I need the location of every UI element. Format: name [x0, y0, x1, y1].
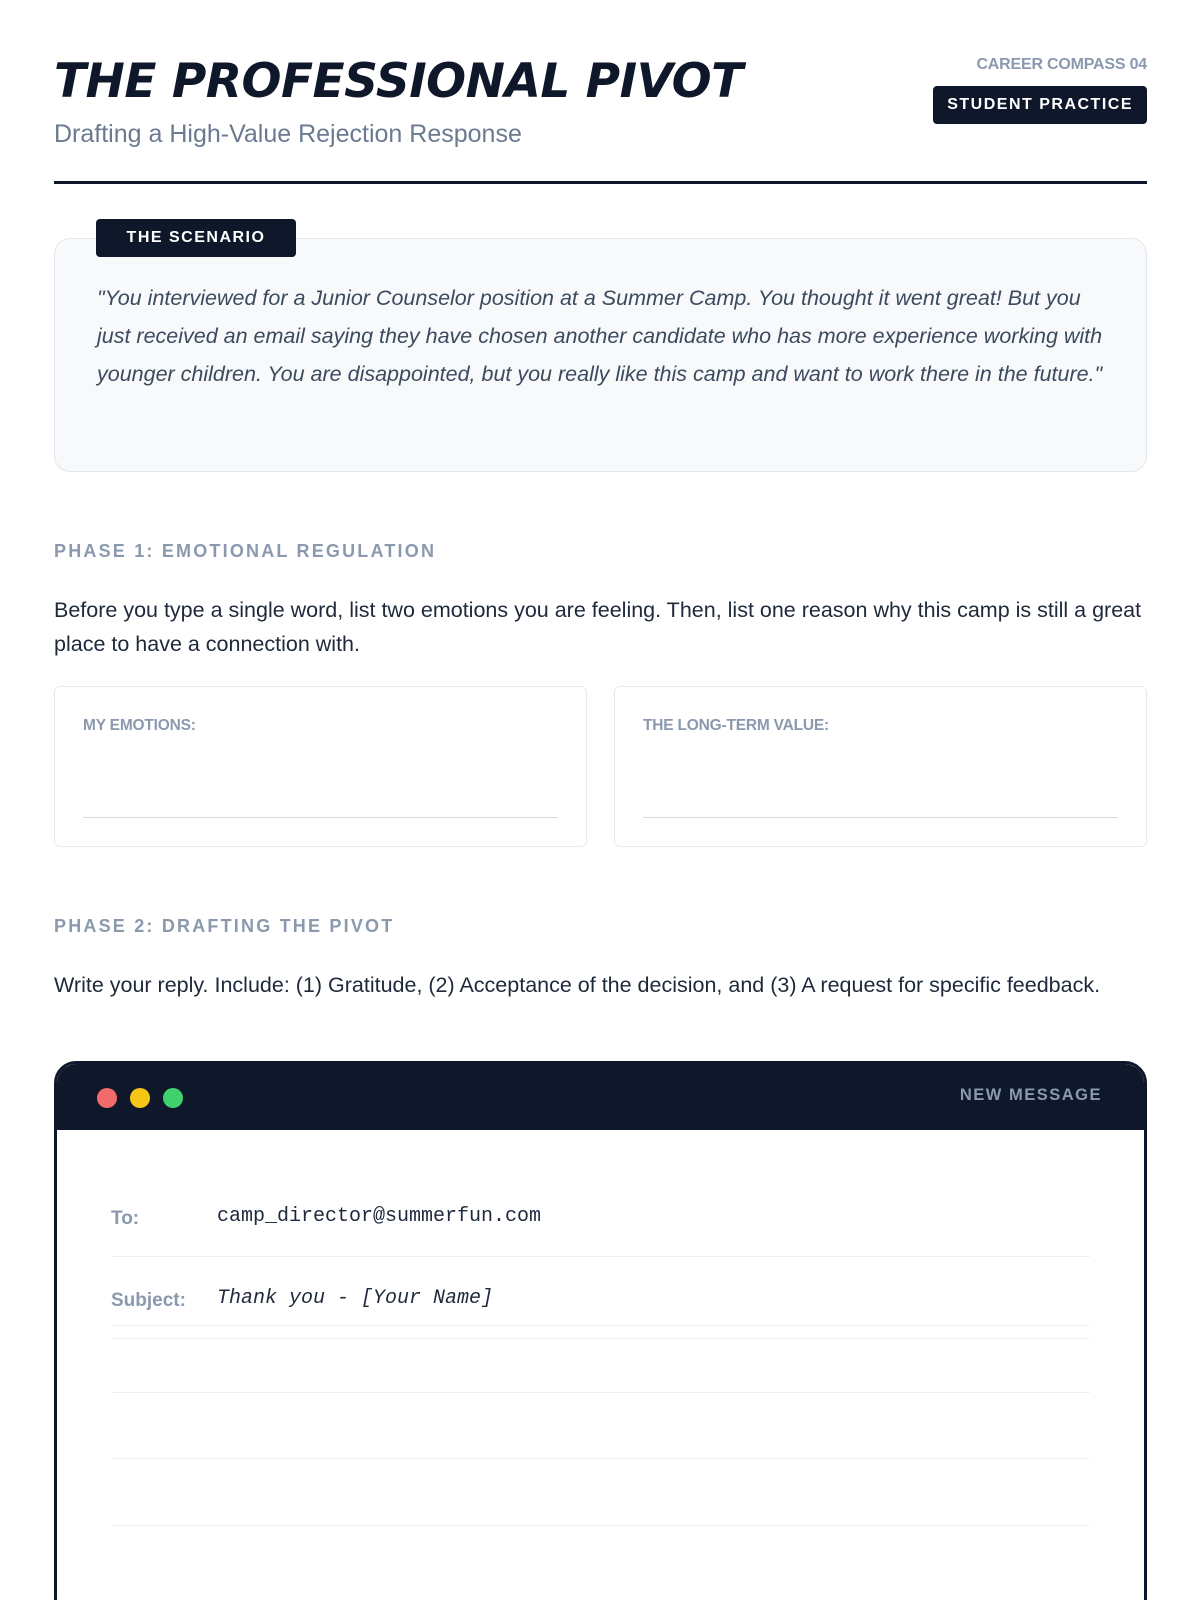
body-line[interactable] — [111, 1392, 1090, 1393]
page-subtitle: Drafting a High-Value Rejection Response — [54, 120, 522, 148]
scenario-tag: THE SCENARIO — [96, 219, 296, 257]
page-title: THE PROFESSIONAL PIVOT — [54, 54, 743, 109]
body-line[interactable] — [111, 1325, 1090, 1326]
to-field[interactable]: camp_director@summerfun.com — [217, 1205, 542, 1228]
maximize-dot-icon[interactable] — [163, 1088, 183, 1108]
phase1-label: PHASE 1: EMOTIONAL REGULATION — [54, 541, 437, 561]
scenario-card — [54, 238, 1147, 472]
scenario-text: "You interviewed for a Junior Counselor position at a Summer Camp. You thought it went great! But you just received an email saying they have chosen another candidate who has more experience working with younger children. You are disappointed, but you really like this camp and want to work there in the future." — [97, 286, 1103, 386]
email-composer — [54, 1061, 1147, 1600]
student-practice-badge: STUDENT PRACTICE — [933, 86, 1147, 124]
series-label: CAREER COMPASS 04 — [976, 56, 1147, 73]
page-header — [54, 54, 1147, 184]
field-label: THE LONG-TERM VALUE: — [643, 717, 830, 734]
body-line[interactable] — [111, 1458, 1090, 1459]
field-label: MY EMOTIONS: — [83, 717, 196, 734]
answer-line[interactable] — [643, 817, 1118, 818]
phase1-description: Before you type a single word, list two emotions you are feeling. Then, list one reason why this camp is still a great place to have a connection with. — [54, 598, 1142, 656]
phase2-description: Write your reply. Include: (1) Gratitude, (2) Acceptance of the decision, and (3) A request for specific feedback. — [54, 973, 1101, 997]
window-title: NEW MESSAGE — [959, 1086, 1102, 1104]
minimize-dot-icon[interactable] — [130, 1088, 150, 1108]
answer-line[interactable] — [83, 817, 558, 818]
subject-row[interactable] — [111, 1257, 1090, 1339]
subject-label: Subject: — [111, 1290, 186, 1311]
phase2-label: PHASE 2: DRAFTING THE PIVOT — [54, 916, 395, 936]
close-dot-icon[interactable] — [97, 1088, 117, 1108]
to-row[interactable] — [111, 1175, 1090, 1257]
body-line[interactable] — [111, 1525, 1090, 1526]
to-label: To: — [111, 1208, 140, 1229]
email-title-bar — [57, 1064, 1144, 1130]
long-term-value-field[interactable] — [614, 686, 1147, 847]
subject-field[interactable]: Thank you - [Your Name] — [217, 1287, 494, 1310]
my-emotions-field[interactable] — [54, 686, 587, 847]
